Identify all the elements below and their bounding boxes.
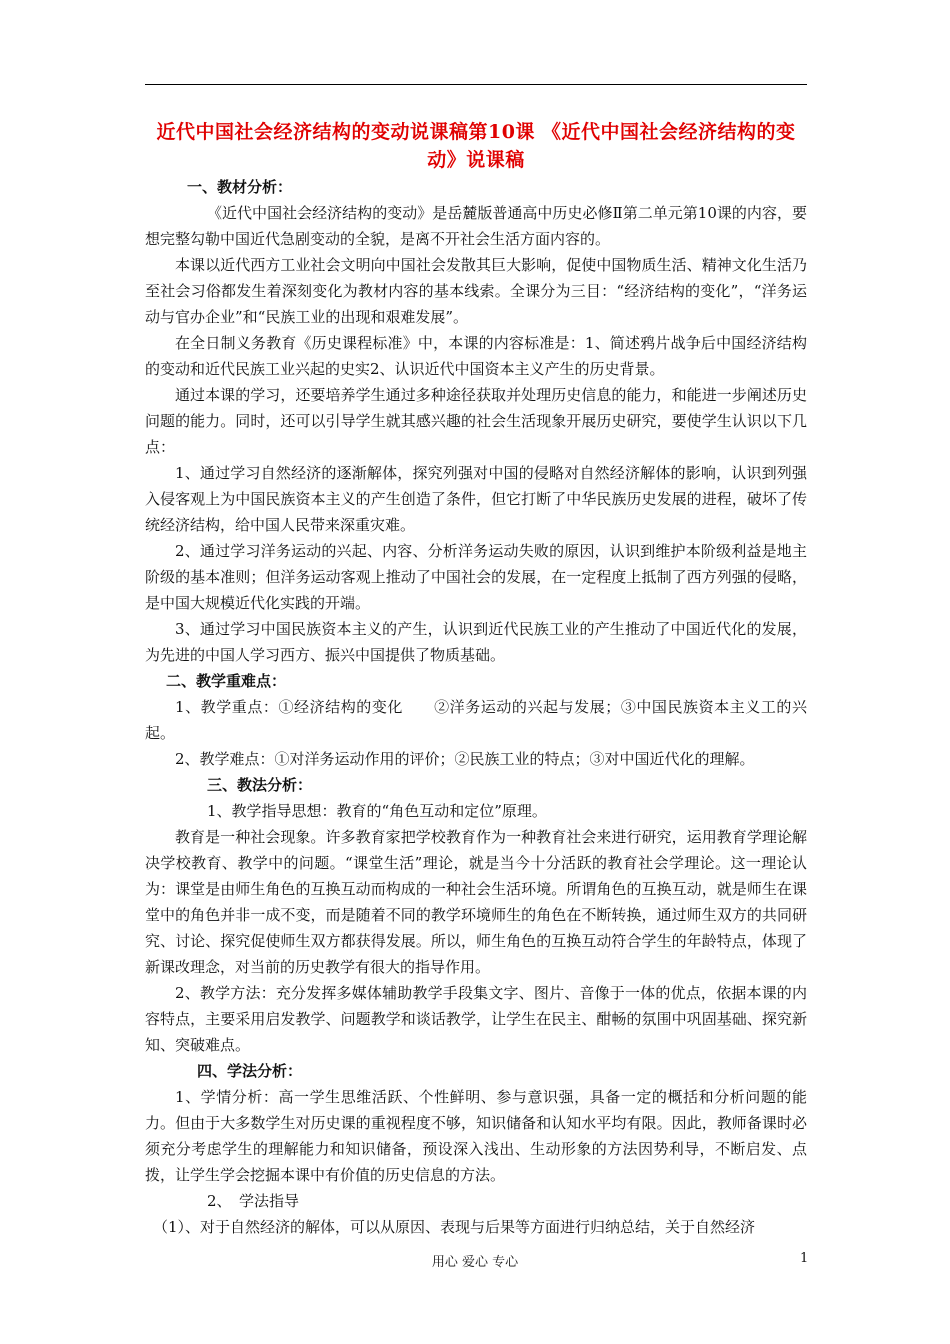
paragraph: 1、学情分析：高一学生思维活跃、个性鲜明、参与意识强，具备一定的概括和分析问题的能力。但由于大多数学生对历史课的重视程度不够，知识储备和认知水平均有限。因此，教师备课时必须充分考虑学生的理解能力和知识储备，预设深入浅出、生动形象的方法因势利导，不断启发、点拨，让学生学会挖掘本课中有价值的历史信息的方法。 [145,1088,807,1184]
page-number: 1 [800,1251,809,1266]
paragraph: 1、教学重点：①经济结构的变化 ②洋务运动的兴起与发展；③中国民族资本主义工的兴起。 [145,698,807,742]
paragraph: 2、教学方法：充分发挥多媒体辅助教学手段集文字、图片、音像于一体的优点，依据本课的内容特点，主要采用启发教学、问题教学和谈话教学，让学生在民主、酣畅的氛围中巩固基础、探究新知、突破难点。 [145,984,807,1054]
paragraph: 1、通过学习自然经济的逐渐解体，探究列强对中国的侵略对自然经济解体的影响，认识到列强入侵客观上为中国民族资本主义的产生创造了条件，但它打断了中华民族历史发展的进程，破坏了传统经济结构，给中国人民带来深重灾难。 [145,464,807,534]
document-body [145,118,807,1240]
paragraph: 在全日制义务教育《历史课程标准》中，本课的内容标准是：1、简述鸦片战争后中国经济结构的变动和近代民族工业兴起的史实2、认识近代中国资本主义产生的历史背景。 [145,334,807,378]
section-textbook-analysis [145,174,807,668]
paragraph: （1）、对于自然经济的解体，可以从原因、表现与后果等方面进行归纳总结，关于自然经济 [153,1218,756,1236]
paragraph: 通过本课的学习，还要培养学生通过多种途径获取并处理历史信息的能力，和能进一步阐述历史问题的能力。同时，还可以引导学生就其感兴趣的社会生活现象开展历史研究，要使学生认识以下几点： [145,386,807,456]
section-heading: 二、教学重难点： [166,672,287,690]
section-heading: 四、学法分析： [197,1062,303,1080]
paragraph: 2、 学法指导 [207,1192,300,1210]
section-key-points [145,668,807,772]
section-heading: 一、教材分析： [187,178,293,196]
section-learning-method [145,1058,807,1240]
paragraph: 2、教学难点：①对洋务运动作用的评价；②民族工业的特点；③对中国近代化的理解。 [175,750,755,768]
header-rule [145,84,807,85]
footer-slogan: 用心 爱心 专心 [431,1255,519,1270]
paragraph: 本课以近代西方工业社会文明向中国社会发散其巨大影响，促使中国物质生活、精神文化生活乃至社会习俗都发生着深刻变化为教材内容的基本线索。全课分为三目：“经济结构的变化”，“洋务运动与官办企业”和“民族工业的出现和艰难发展”。 [145,256,807,326]
paragraph: 2、通过学习洋务运动的兴起、内容、分析洋务运动失败的原因，认识到维护本阶级利益是地主阶级的基本准则；但洋务运动客观上推动了中国社会的发展，在一定程度上抵制了西方列强的侵略，是中国大规模近代化实践的开端。 [145,542,807,612]
section-heading: 三、教法分析： [207,776,313,794]
paragraph: 《近代中国社会经济结构的变动》是岳麓版普通高中历史必修Ⅱ第二单元第10课的内容，要想完整勾勒中国近代急剧变动的全貌，是离不开社会生活方面内容的。 [145,204,807,248]
paragraph: 1、教学指导思想：教育的“角色互动和定位”原理。 [207,802,547,820]
section-teaching-method [145,772,807,1058]
paragraph: 3、通过学习中国民族资本主义的产生，认识到近代民族工业的产生推动了中国近代化的发展，为先进的中国人学习西方、振兴中国提供了物质基础。 [145,620,807,664]
paragraph: 教育是一种社会现象。许多教育家把学校教育作为一种教育社会来进行研究，运用教育学理论解决学校教育、教学中的问题。“课堂生活”理论，就是当今十分活跃的教育社会学理论。这一理论认为：课堂是由师生角色的互换互动而构成的一种社会生活环境。所谓角色的互换互动，就是师生在课堂中的角色并非一成不变，而是随着不同的教学环境师生的角色在不断转换，通过师生双方的共同研究、讨论、探究促使师生双方都获得发展。所以，师生角色的互换互动符合学生的年龄特点，体现了新课改理念，对当前的历史教学有很大的指导作用。 [145,828,807,976]
page-title: 近代中国社会经济结构的变动说课稿第10课 《近代中国社会经济结构的变动》说课稿 [156,121,796,171]
